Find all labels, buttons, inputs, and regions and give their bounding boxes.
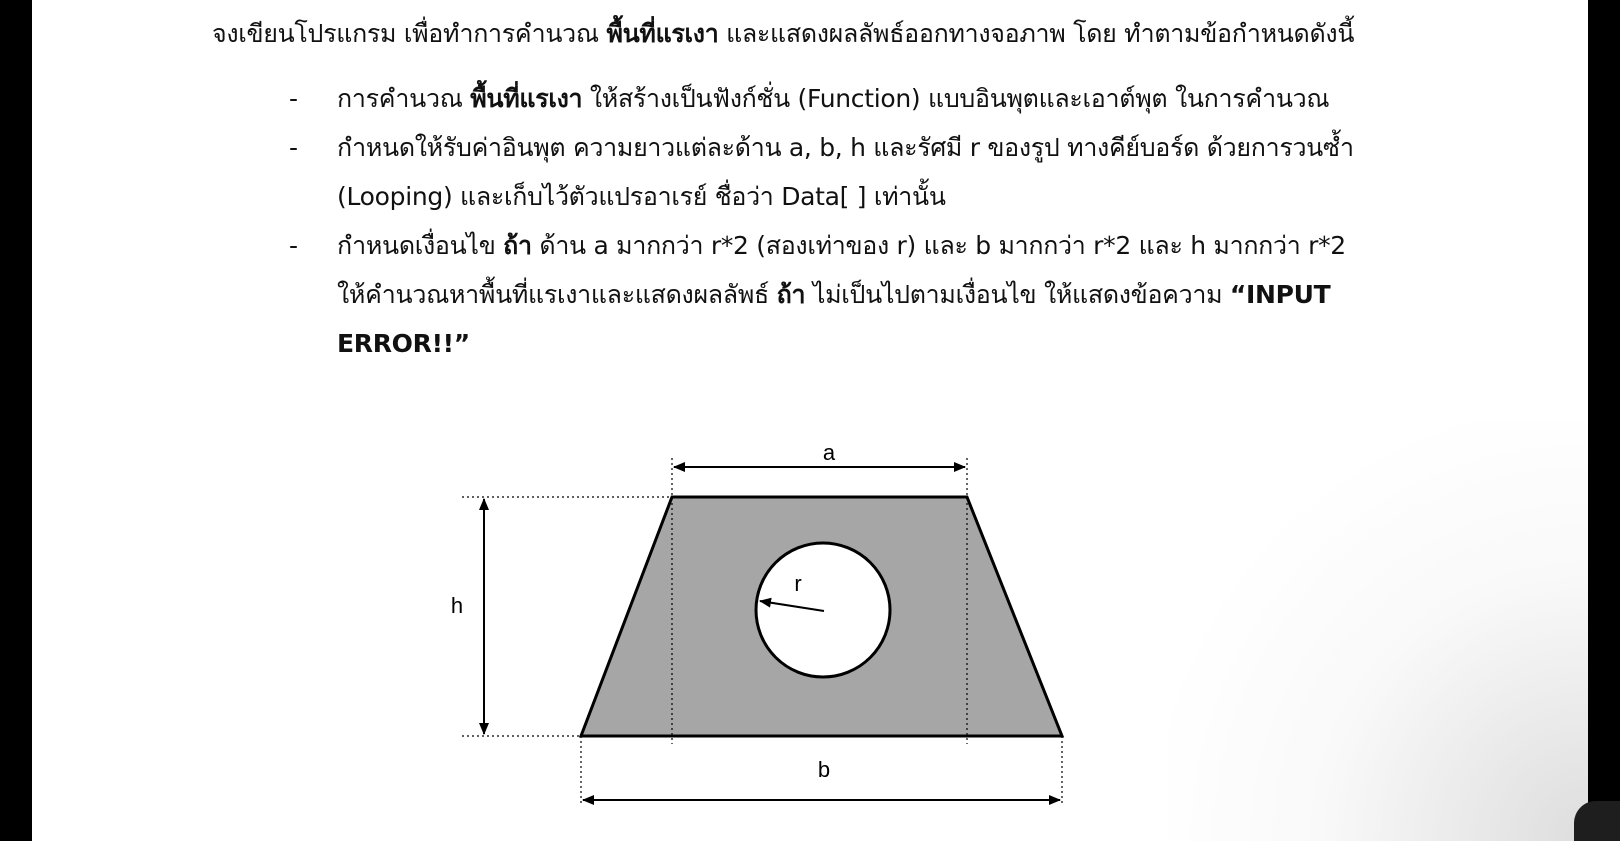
document-page (32, 0, 1588, 841)
requirement-line: กำหนดให้รับค่าอินพุต ความยาวแต่ละด้าน a, b, h และรัศมี r ของรูป ทางคีย์บอร์ด ด้วยการวนซ้ำ (337, 133, 1354, 162)
bold-segment: ถ้า (776, 280, 806, 309)
text-segment: ไม่เป็นไปตามเงื่อนไข ให้แสดงข้อความ (805, 280, 1230, 309)
intro-text-1: จงเขียนโปรแกรม เพื่อทำการคำนวณ (212, 19, 607, 48)
bold-segment: พื้นที่แรเงา (470, 84, 583, 113)
label-h: h (450, 593, 464, 618)
bullet-dash: - (289, 133, 299, 162)
bullet-dash: - (289, 231, 299, 260)
bullet-dash: - (289, 84, 299, 113)
requirement-line: (Looping) และเก็บไว้ตัวแปรอาเรย์ ชื่อว่า Data[ ] เท่านั้น (337, 182, 946, 211)
intro-text-2: และแสดงผลลัพธ์ออกทางจอภาพ โดย ทำตามข้อกำหนดดังนี้ (718, 19, 1355, 48)
bold-segment: “INPUT (1229, 280, 1331, 309)
bold-segment: ERROR!!” (337, 329, 470, 358)
trapezoid-diagram (32, 0, 1588, 841)
label-r: r (794, 571, 802, 596)
bold-segment: ถ้า (503, 231, 532, 260)
label-a: a (822, 440, 836, 465)
text-segment: การคำนวณ (337, 84, 471, 113)
corner-control[interactable] (1574, 801, 1620, 841)
text-segment: ให้คำนวณหาพื้นที่แรเงาและแสดงผลลัพธ์ (337, 280, 777, 309)
text-segment: ด้าน a มากกว่า r*2 (สองเท่าของ r) และ b มากกว่า r*2 และ h มากกว่า r*2 (531, 231, 1346, 260)
intro-bold-shaded-area: พื้นที่แรเงา (606, 19, 719, 48)
text-segment: ให้สร้างเป็นฟังก์ชั่น (Function) แบบอินพุตและเอาต์พุต ในการคำนวณ (582, 84, 1330, 113)
text-segment: กำหนดเงื่อนไข (337, 231, 504, 260)
label-b: b (817, 757, 831, 782)
